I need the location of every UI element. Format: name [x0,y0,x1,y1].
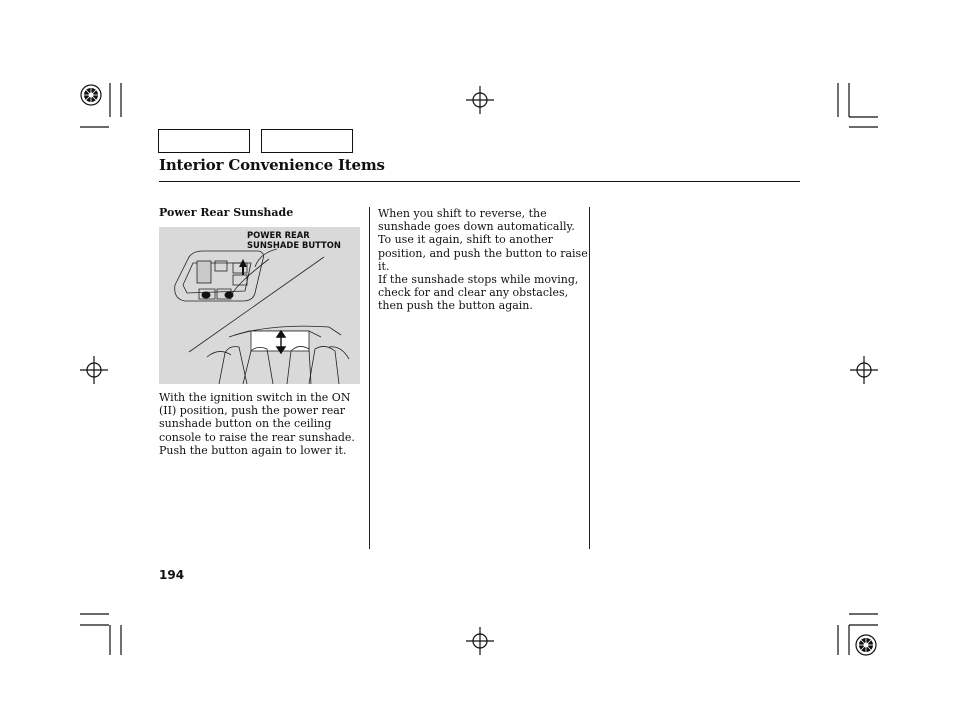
title-divider [159,181,800,182]
sunshade-illustration [159,227,360,384]
section-title: Interior Convenience Items [159,156,385,174]
column-divider [589,207,590,549]
ceiling-console-drawing [159,227,360,384]
registration-target-icon [81,85,101,105]
nav-tab-index[interactable] [261,129,353,153]
registration-crosshair-icon [466,627,494,655]
column-divider [369,207,370,549]
figure-callout-label: POWER REAR SUNSHADE BUTTON [247,230,341,250]
registration-crosshair-icon [850,356,878,384]
topic-heading: Power Rear Sunshade [159,206,294,219]
instructions-text: With the ignition switch in the ON (II) position, push the power rear sunshade button on the ceiling console to raise the rear sunshade. Push the button again to lower it. [159,391,355,457]
page-number: 194 [159,568,185,582]
registration-target-icon [856,635,876,655]
reverse-behavior-text: When you shift to reverse, the sunshade goes down automatically. To use it again, shift to another position, and push the button to raise it. If the sunshade stops while moving, check for and clear any obstacles, then push the button again. [378,207,588,313]
nav-tab-main-menu[interactable] [158,129,250,153]
registration-crosshair-icon [80,356,108,384]
registration-crosshair-icon [466,86,494,114]
